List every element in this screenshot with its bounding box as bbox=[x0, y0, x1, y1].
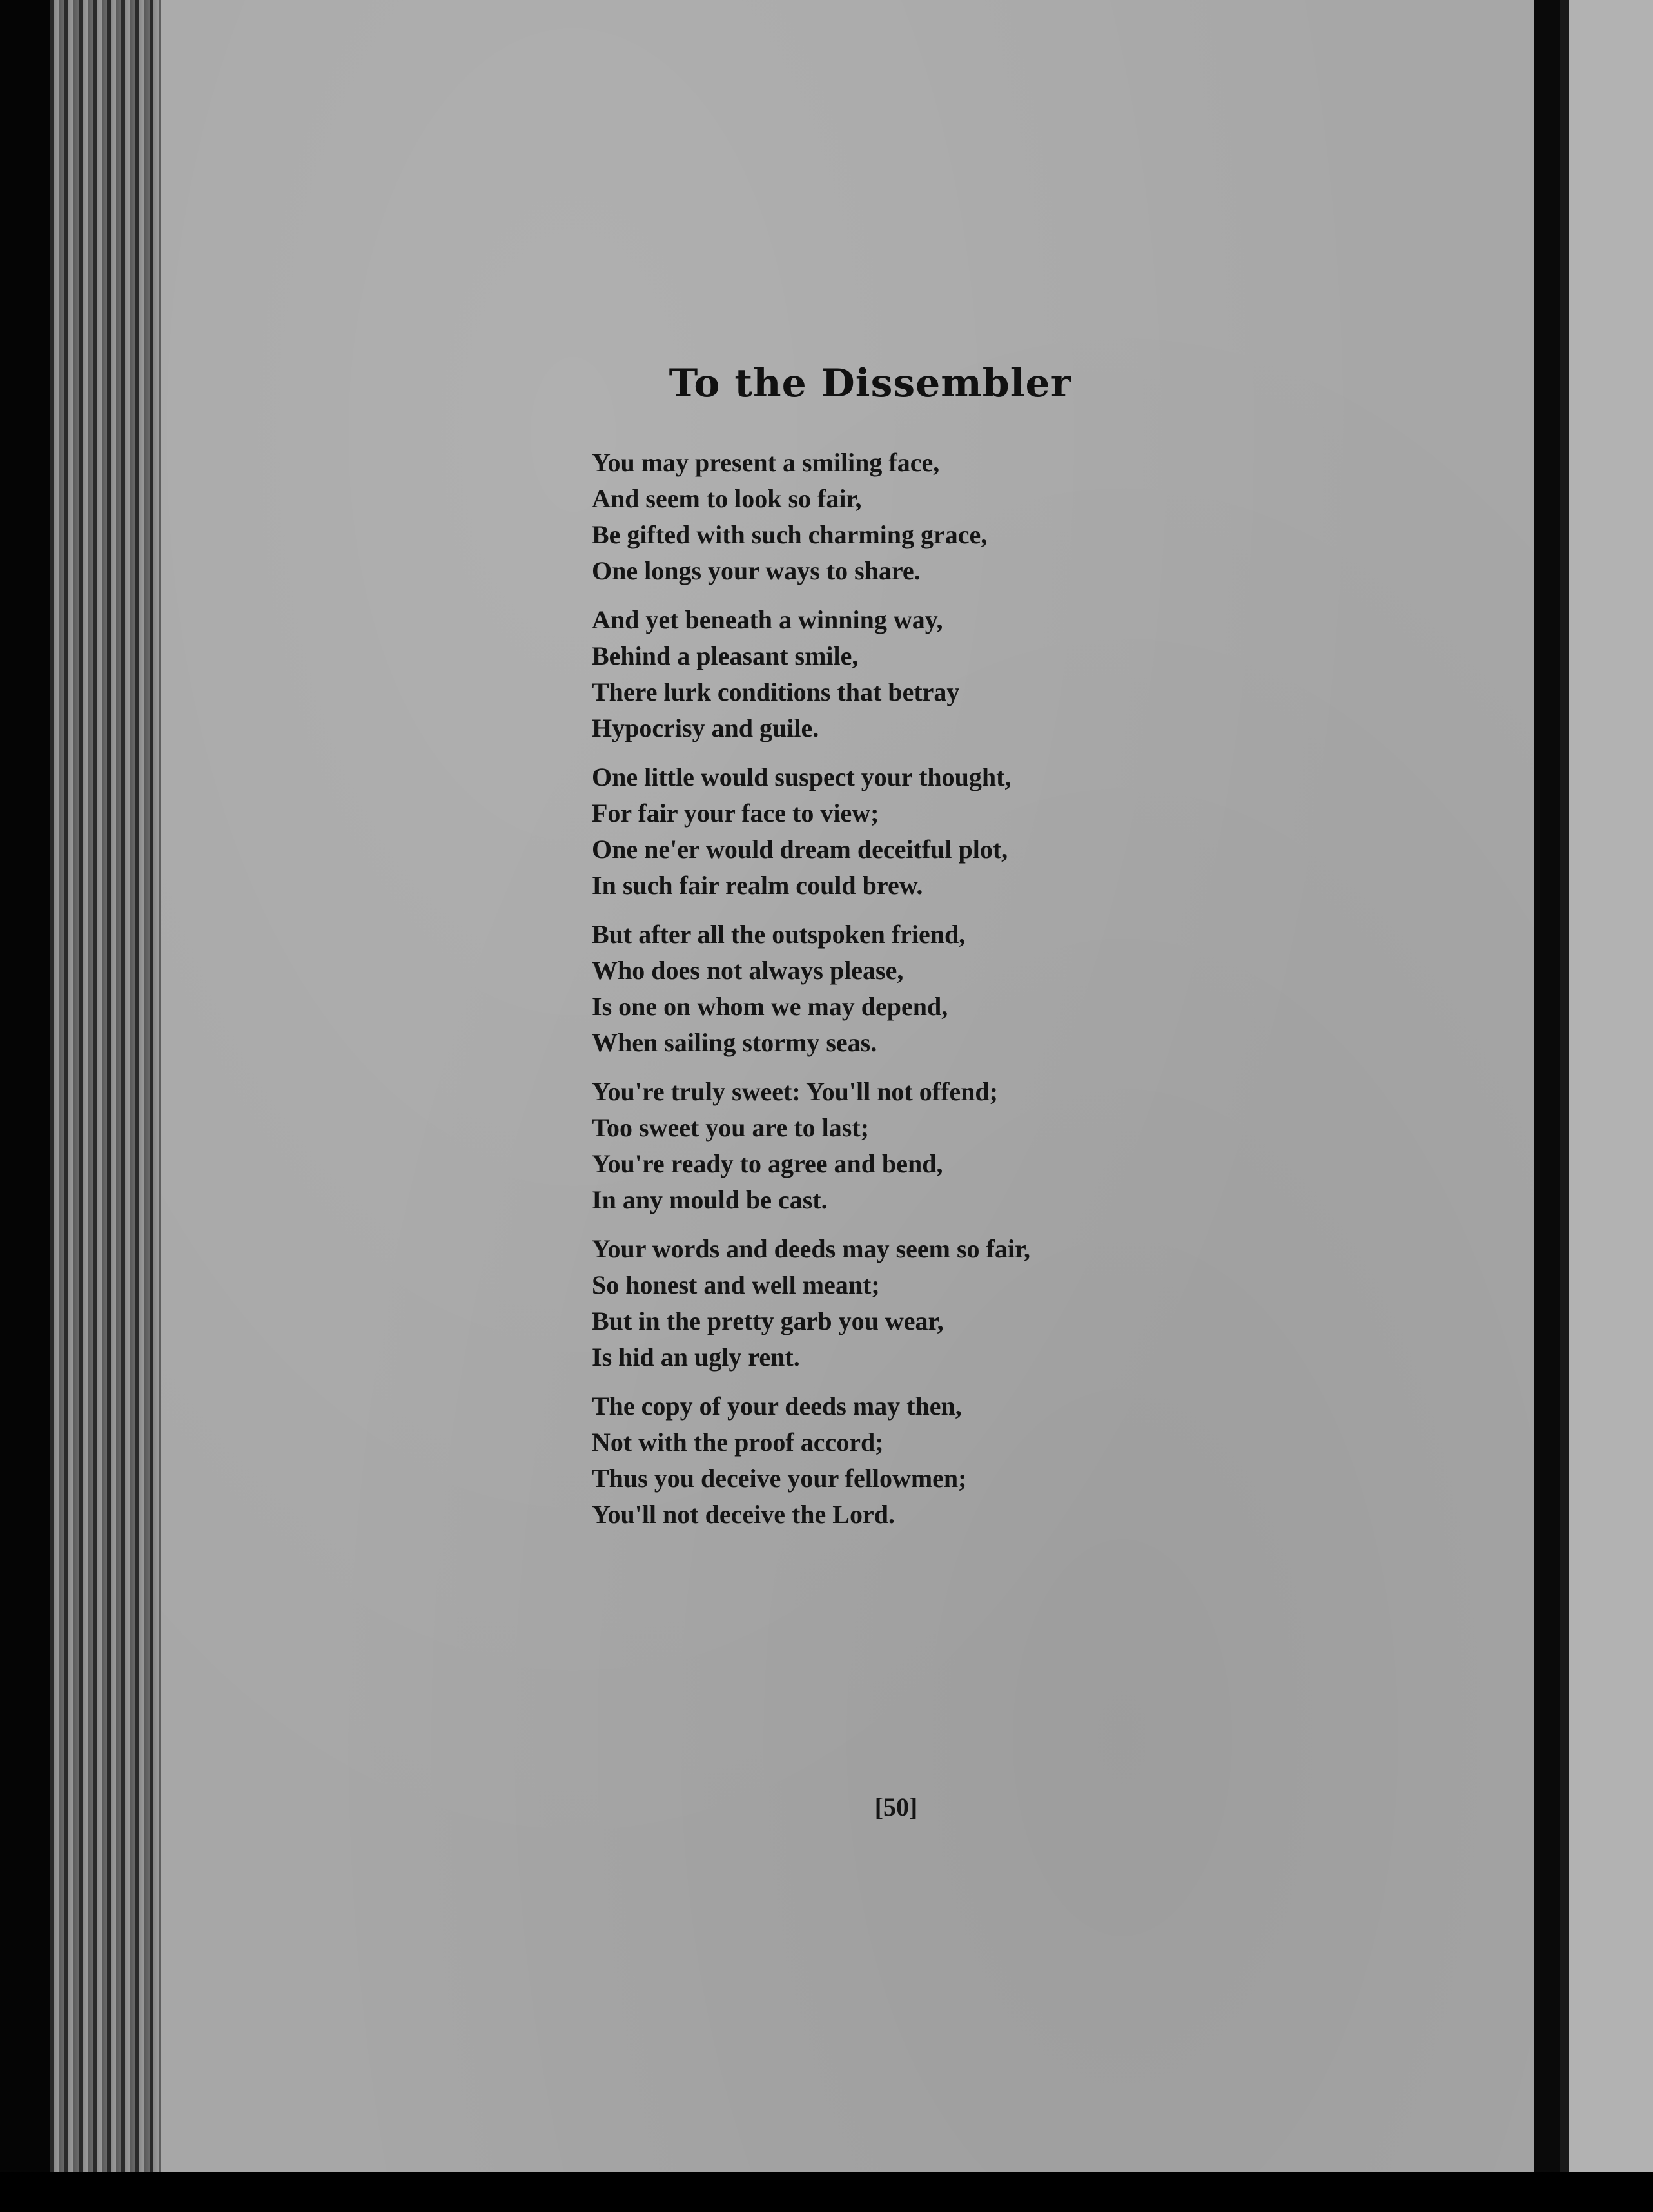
poem-line: Not with the proof accord; bbox=[592, 1428, 884, 1457]
page-number: [50] bbox=[874, 1792, 918, 1821]
scan-bottom-band bbox=[0, 2172, 1653, 2212]
facing-page-edge bbox=[1560, 0, 1653, 2172]
poem-line: The copy of your deeds may then, bbox=[592, 1392, 962, 1421]
poem-line: When sailing stormy seas. bbox=[592, 1028, 877, 1057]
poem-line: You may present a smiling face, bbox=[592, 448, 940, 477]
poem-line: Is hid an ugly rent. bbox=[592, 1343, 800, 1372]
facing-page-divider bbox=[1560, 0, 1569, 2172]
poem-stanza bbox=[592, 917, 1237, 1061]
poem-stanza bbox=[592, 759, 1237, 904]
poem-line: And seem to look so fair, bbox=[592, 484, 862, 513]
poem-line: Who does not always please, bbox=[592, 956, 904, 985]
poem-line: Thus you deceive your fellowmen; bbox=[592, 1464, 967, 1493]
poem-body bbox=[592, 445, 1237, 1546]
poem-stanza bbox=[592, 1074, 1237, 1218]
poem-line: There lurk conditions that betray bbox=[592, 677, 960, 706]
poem-line: But in the pretty garb you wear, bbox=[592, 1306, 944, 1335]
poem-line: One ne'er would dream deceitful plot, bbox=[592, 835, 1008, 864]
poem-line: And yet beneath a winning way, bbox=[592, 605, 943, 634]
poem-line: One little would suspect your thought, bbox=[592, 762, 1012, 791]
poem-line: You'll not deceive the Lord. bbox=[592, 1500, 895, 1529]
poem-line: Hypocrisy and guile. bbox=[592, 713, 819, 742]
poem-stanza bbox=[592, 1231, 1237, 1375]
poem-line: You're ready to agree and bend, bbox=[592, 1149, 943, 1178]
poem-line: Is one on whom we may depend, bbox=[592, 992, 948, 1021]
poem-line: So honest and well meant; bbox=[592, 1270, 880, 1299]
poem-stanza bbox=[592, 445, 1237, 589]
poem-line: You're truly sweet: You'll not offend; bbox=[592, 1077, 998, 1106]
poem-line: In any mould be cast. bbox=[592, 1185, 828, 1214]
poem-line: But after all the outspoken friend, bbox=[592, 920, 966, 949]
poem-line: Your words and deeds may seem so fair, bbox=[592, 1234, 1031, 1263]
poem-line: For fair your face to view; bbox=[592, 799, 879, 828]
poem-line: Too sweet you are to last; bbox=[592, 1113, 869, 1142]
poem-line: One longs your ways to share. bbox=[592, 556, 921, 585]
poem-stanza bbox=[592, 602, 1237, 746]
poem-line: Behind a pleasant smile, bbox=[592, 641, 859, 670]
poem-stanza bbox=[592, 1388, 1237, 1533]
book-gutter bbox=[1534, 0, 1560, 2172]
poem-title: To the Dissembler bbox=[669, 361, 1072, 406]
poem-line: In such fair realm could brew. bbox=[592, 871, 923, 900]
page-edges bbox=[50, 0, 166, 2172]
poem-line: Be gifted with such charming grace, bbox=[592, 520, 988, 549]
